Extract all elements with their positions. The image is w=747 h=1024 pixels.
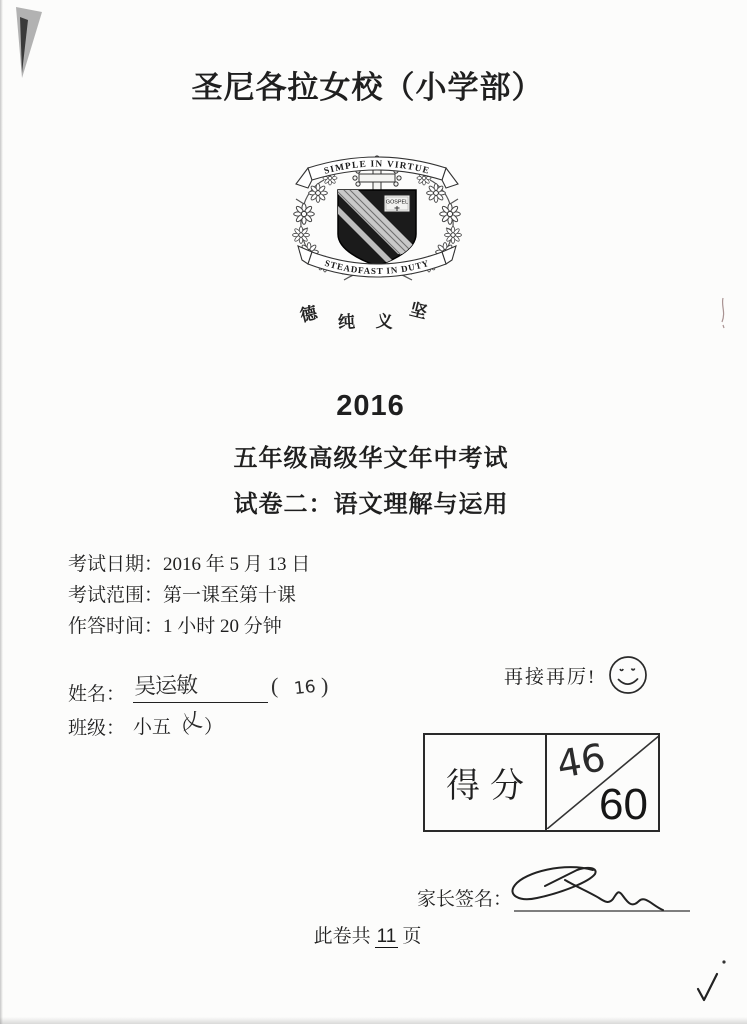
motto-bottom-text: STEADFAST IN DUTY — [323, 257, 431, 277]
crest-shield — [328, 186, 422, 272]
detail-label: 考试范围： — [68, 585, 164, 606]
page-count: 11 — [376, 926, 397, 947]
index-paren-close: ) — [321, 673, 329, 698]
scan-edge-bottom — [0, 1017, 747, 1024]
crest-gospel-book — [384, 195, 410, 212]
index-paren-open: ( — [271, 673, 279, 698]
scan-edge-left — [0, 0, 3, 1024]
exam-details — [68, 549, 310, 642]
name-handwritten-value: 吴运敏 — [133, 673, 198, 700]
motto-char-4: 坚 — [407, 299, 429, 323]
page-note-suffix: 页 — [402, 926, 422, 947]
parent-signature-label: 家长签名： — [417, 889, 513, 910]
name-label: 姓名： — [68, 684, 126, 705]
detail-label: 考试日期： — [68, 554, 164, 575]
class-label: 班级： — [68, 718, 126, 739]
detail-row-scope — [68, 580, 310, 611]
gospel-label: GOSPEL — [385, 199, 409, 206]
smiley-icon — [606, 651, 650, 697]
score-label: 得分 — [446, 768, 534, 805]
class-value-suffix: ） — [204, 717, 224, 738]
paper-title: 试卷二：语文理解与运用 — [233, 492, 509, 518]
name-write-line — [133, 702, 268, 703]
score-total: 60 — [599, 780, 648, 829]
score-box-label-cell — [425, 735, 547, 830]
detail-label: 作答时间： — [68, 616, 164, 637]
class-value-prefix: 小五（ — [133, 717, 191, 738]
school-crest-icon — [288, 138, 466, 336]
motto-top-text: SIMPLE IN VIRTUE — [323, 159, 431, 177]
school-name-title: 圣尼各拉女校（小学部） — [191, 70, 544, 105]
detail-value: 2016 年 5 月 13 日 — [163, 554, 311, 575]
detail-value: 第一课至第十课 — [163, 585, 297, 606]
crest-chinese-motto — [298, 300, 429, 333]
score-box-value-cell — [547, 735, 658, 830]
exam-title: 五年级高级华文年中考试 — [233, 446, 509, 472]
detail-row-duration — [68, 611, 310, 642]
motto-char-1: 德 — [298, 303, 320, 326]
exam-year: 2016 — [336, 390, 405, 422]
encouragement-text: 再接再厉! — [504, 667, 597, 688]
parent-signature-handwritten — [505, 858, 700, 922]
index-number-handwritten: 16 — [293, 676, 317, 700]
detail-value: 1 小时 20 分钟 — [163, 616, 282, 637]
page-note-prefix: 此卷共 — [313, 926, 371, 947]
motto-char-3: 义 — [375, 311, 394, 332]
class-handwritten-mark: 乂 — [179, 707, 205, 735]
motto-char-2: 纯 — [337, 312, 356, 333]
scan-artifact-mark — [718, 296, 730, 330]
checkmark-icon — [688, 953, 733, 1011]
score-box — [423, 733, 660, 832]
detail-row-date — [68, 549, 310, 580]
page-count-note — [0, 921, 735, 948]
score-obtained-handwritten: 46 — [553, 735, 609, 787]
